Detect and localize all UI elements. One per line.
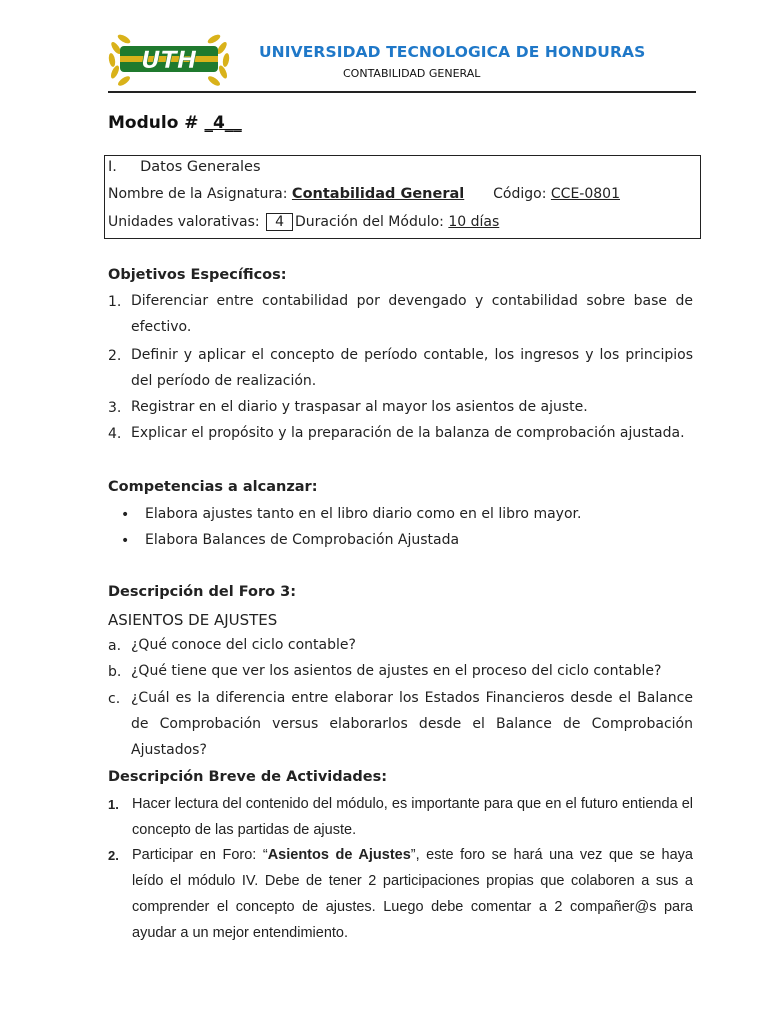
foro-b-text: ¿Qué tiene que ver los asientos de ajustes en el proceso del ciclo contable? bbox=[131, 663, 662, 679]
header-divider bbox=[108, 91, 696, 93]
unidades-line bbox=[108, 213, 499, 231]
codigo-value: CCE-0801 bbox=[550, 186, 620, 202]
objetivo-1-number: 1. bbox=[108, 294, 122, 310]
objetivos-heading: Objetivos Específicos: bbox=[108, 267, 287, 283]
objetivo-4-text: Explicar el propósito y la preparación de la balanza de comprobación ajustada. bbox=[131, 425, 685, 441]
actividad-2-bold: Asientos de Ajustes bbox=[267, 847, 411, 863]
actividad-1-text: Hacer lectura del contenido del módulo, es importante para que en el futuro entienda el concepto de las partidas de ajuste. bbox=[132, 796, 693, 838]
foro-a-label: a. bbox=[108, 638, 122, 654]
competencia-2-text: Elabora Balances de Comprobación Ajustada bbox=[145, 532, 460, 548]
actividad-2-post: ”, este foro se hará una vez que se haya leído el módulo IV. Debe de tener 2 participaciones propias que colaboren a sus a comprender el concepto de ajustes. Luego debe comentar a 2 compañer@s para ayudar a un mejor entendimiento. bbox=[132, 847, 693, 941]
competencia-2-bullet: • bbox=[121, 533, 130, 549]
foro-b-label: b. bbox=[108, 664, 122, 680]
objetivo-2-text: Definir y aplicar el concepto de período contable, los ingresos y los principios del período de realización. bbox=[131, 347, 693, 389]
datos-heading bbox=[108, 159, 261, 175]
objetivo-1-text: Diferenciar entre contabilidad por devengado y contabilidad sobre base de efectivo. bbox=[131, 293, 693, 335]
competencia-1-text: Elabora ajustes tanto en el libro diario como en el libro mayor. bbox=[145, 506, 582, 522]
foro-heading: Descripción del Foro 3: bbox=[108, 584, 297, 600]
asignatura-value: Contabilidad General bbox=[291, 186, 465, 202]
unidades-value: 4 bbox=[266, 213, 293, 231]
actividad-2-pre: Participar en Foro: “ bbox=[132, 847, 268, 863]
foro-c-text: ¿Cuál es la diferencia entre elaborar los Estados Financieros desde el Balance de Comprobación versus elaborarlos desde el Balance de Comprobación Ajustados? bbox=[131, 690, 693, 758]
duracion-value: 10 días bbox=[448, 214, 500, 230]
module-label: Modulo # bbox=[108, 113, 205, 133]
subject-title: CONTABILIDAD GENERAL bbox=[343, 67, 481, 80]
actividades-heading: Descripción Breve de Actividades: bbox=[108, 769, 388, 785]
unidades-label: Unidades valorativas: bbox=[108, 214, 265, 230]
actividad-2-number: 2. bbox=[108, 848, 119, 863]
actividad-2-text bbox=[132, 842, 693, 946]
datos-generales-box bbox=[104, 155, 701, 239]
foro-subheading: ASIENTOS DE AJUSTES bbox=[108, 611, 278, 629]
duracion-label: Duración del Módulo: bbox=[295, 214, 449, 230]
asignatura-label: Nombre de la Asignatura: bbox=[108, 186, 292, 202]
foro-a-text: ¿Qué conoce del ciclo contable? bbox=[131, 637, 356, 653]
logo-text: UTH bbox=[141, 46, 197, 74]
module-title bbox=[108, 113, 242, 133]
foro-c-label: c. bbox=[108, 691, 121, 707]
competencias-heading: Competencias a alcanzar: bbox=[108, 479, 318, 495]
university-title: UNIVERSIDAD TECNOLOGICA DE HONDURAS bbox=[259, 43, 646, 61]
asignatura-line bbox=[108, 186, 620, 202]
datos-heading-text: Datos Generales bbox=[140, 159, 261, 175]
uth-logo bbox=[104, 30, 234, 88]
module-number: _4__ bbox=[204, 113, 242, 133]
objetivo-2-number: 2. bbox=[108, 348, 122, 364]
objetivo-3-number: 3. bbox=[108, 400, 122, 416]
competencia-1-bullet: • bbox=[121, 507, 130, 523]
codigo-label: Código: bbox=[493, 186, 551, 202]
datos-heading-number: I. bbox=[108, 159, 117, 175]
actividad-1-number: 1. bbox=[108, 797, 119, 812]
objetivo-3-text: Registrar en el diario y traspasar al mayor los asientos de ajuste. bbox=[131, 399, 588, 415]
objetivo-4-number: 4. bbox=[108, 426, 122, 442]
